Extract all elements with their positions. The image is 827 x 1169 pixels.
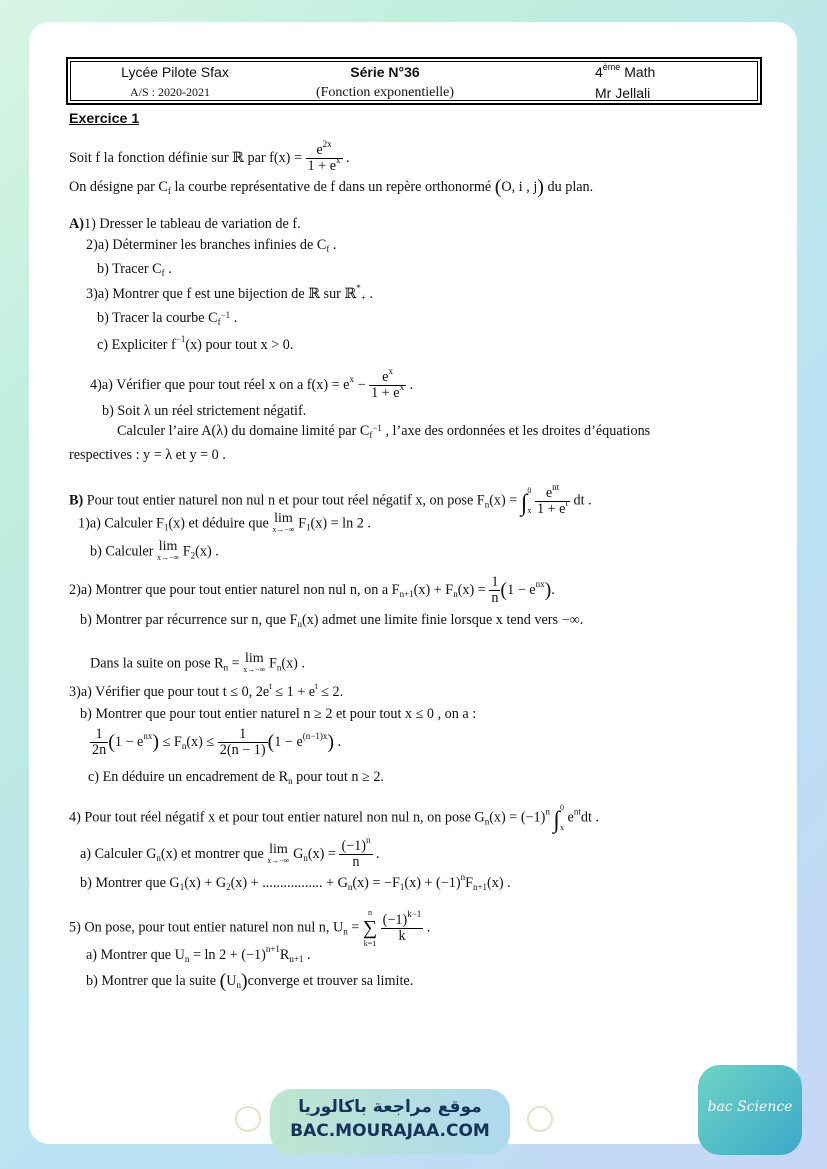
q-a1: A)1) Dresser le tableau de variation de f. bbox=[69, 216, 301, 232]
line-definition: Soit f la fonction définie sur ℝ par f(x) = $\frac{e^{2x}}{1 + e^x}$ . bbox=[69, 139, 350, 174]
teacher: Mr Jellali bbox=[595, 85, 651, 101]
q-a4b: b) Soit λ un réel strictement négatif. bbox=[102, 403, 307, 419]
footer-arabic: موقع مراجعة باكالوريا bbox=[298, 1097, 482, 1117]
q-b1b: b) Calculer lim x→−∞ $F_2(x)$ . bbox=[90, 539, 219, 562]
footer-badge-left-icon bbox=[235, 1106, 261, 1132]
q-b2b: b) Montrer par récurrence sur n, que $F_n(x)$ admet une limite finie lorsque x tend vers −∞. bbox=[80, 612, 584, 629]
q-b3a: 3)a) Vérifier que pour tout t ≤ 0, $2e^t \le 1 + e^t \le 2$. bbox=[69, 681, 344, 700]
q-b2a: 2)a) Montrer que pour tout entier naturel non nul n, on a $F_{n+1}(x) + F_n(x)$ = $\frac{1}{n}$ $(1 - e^{nx})$. bbox=[69, 574, 555, 606]
q-b4b: b) Montrer que $G_1(x) + G_2(x)$ + ................. + $G_n(x) = -F_1(x) + (-1)^nF_{n+1}(x)$ . bbox=[80, 872, 511, 892]
exercise-title: Exercice 1 bbox=[69, 111, 140, 127]
q-b3c: $\frac{1}{2n}$ $(1 - e^{nx}) \le F_n(x)$ ≤ $\frac{1}{2(n - 1)}$ $(1 - e^{(n-1)x})$ . bbox=[92, 726, 342, 758]
class-level: 4ème Math bbox=[595, 62, 656, 80]
school-name: Lycée Pilote Sfax bbox=[121, 64, 229, 80]
q-b3d: c) En déduire un encadrement de $R_n$ pour tout n ≥ 2. bbox=[88, 769, 384, 786]
q-a4d: respectives : y = λ et y = 0 . bbox=[69, 447, 226, 463]
q-b1a: 1)a) Calculer $F_1(x)$ et déduire que lim x→−∞ $F_1(x) = \ln 2$ . bbox=[78, 511, 371, 534]
q-a4c: Calculer l’aire A(λ) du domaine limité par $C_{f^{-1}}$ , l’axe des ordonnées et les droites d’équations bbox=[117, 423, 651, 440]
q-b2c: Dans la suite on pose $R_n$ = lim x→−∞ $F_n(x)$ . bbox=[90, 651, 305, 674]
q-a4a: 4)a) Vérifier que pour tout réel x on a $f(x) = e^x$ − $\frac{e^x}{1 + e^x}$ . bbox=[90, 366, 414, 401]
line-curve: On désigne par $C_f$ la courbe représentative de f dans un repère orthonormé (O, i , j) du plan. bbox=[69, 176, 594, 198]
bac-science-logo: bac Science bbox=[698, 1065, 802, 1155]
q-a2a: 2)a) Déterminer les branches infinies de $C_f$ . bbox=[86, 237, 337, 254]
q-b5: 5) On pose, pour tout entier naturel non nul n, $U_n = n$ ∑ k=1 $\frac{(-1)^{k-1}}{k}$ . bbox=[69, 908, 431, 948]
school-year: A/S : 2020-2021 bbox=[129, 85, 210, 99]
q-b0: B) Pour tout entier naturel non nul n et pour tout réel négatif x, on pose $F_n(x)$ = ∫ 0 x $\frac{e^{nt}}{1 + e^t}$ dt . bbox=[69, 481, 592, 517]
q-a3b: b) Tracer la courbe $C_{f^{-1}}$ . bbox=[97, 310, 238, 327]
q-b3b: b) Montrer que pour tout entier naturel n ≥ 2 et pour tout x ≤ 0 , on a : bbox=[80, 706, 477, 722]
q-a3c: c) Expliciter $f^{-1}(x)$ pour tout x > 0. bbox=[97, 334, 294, 353]
q-b5b: b) Montrer que la suite $(U_n)converge$ et trouver sa limite. bbox=[86, 970, 414, 992]
series-number: Série N°36 bbox=[350, 64, 420, 80]
q-b4a: a) Calculer $G_n(x)$ et montrer que lim x→−∞ $G_n(x)$ = $\frac{(-1)^n}{n}$ . bbox=[80, 835, 380, 870]
q-a3a: 3)a) Montrer que f est une bijection de ℝ sur ℝ*$_+$ . bbox=[86, 283, 373, 303]
q-b4: 4) Pour tout réel négatif x et pour tout entier naturel non nul n, on pose $G_n(x) = (-1)^n$ ∫ 0 x $e^{nt}dt$ . bbox=[69, 803, 600, 834]
footer-site[interactable]: BAC.MOURAJAA.COM bbox=[290, 1121, 490, 1141]
footer-badge-right-icon bbox=[527, 1106, 553, 1132]
subject: (Fonction exponentielle) bbox=[315, 85, 455, 100]
q-a2b: b) Tracer $C_f$ . bbox=[97, 261, 172, 278]
q-b5a: a) Montrer que $U_n = \ln 2 + (-1)^{n+1}R_{n+1}$ . bbox=[86, 944, 311, 964]
footer-banner[interactable] bbox=[270, 1089, 510, 1155]
